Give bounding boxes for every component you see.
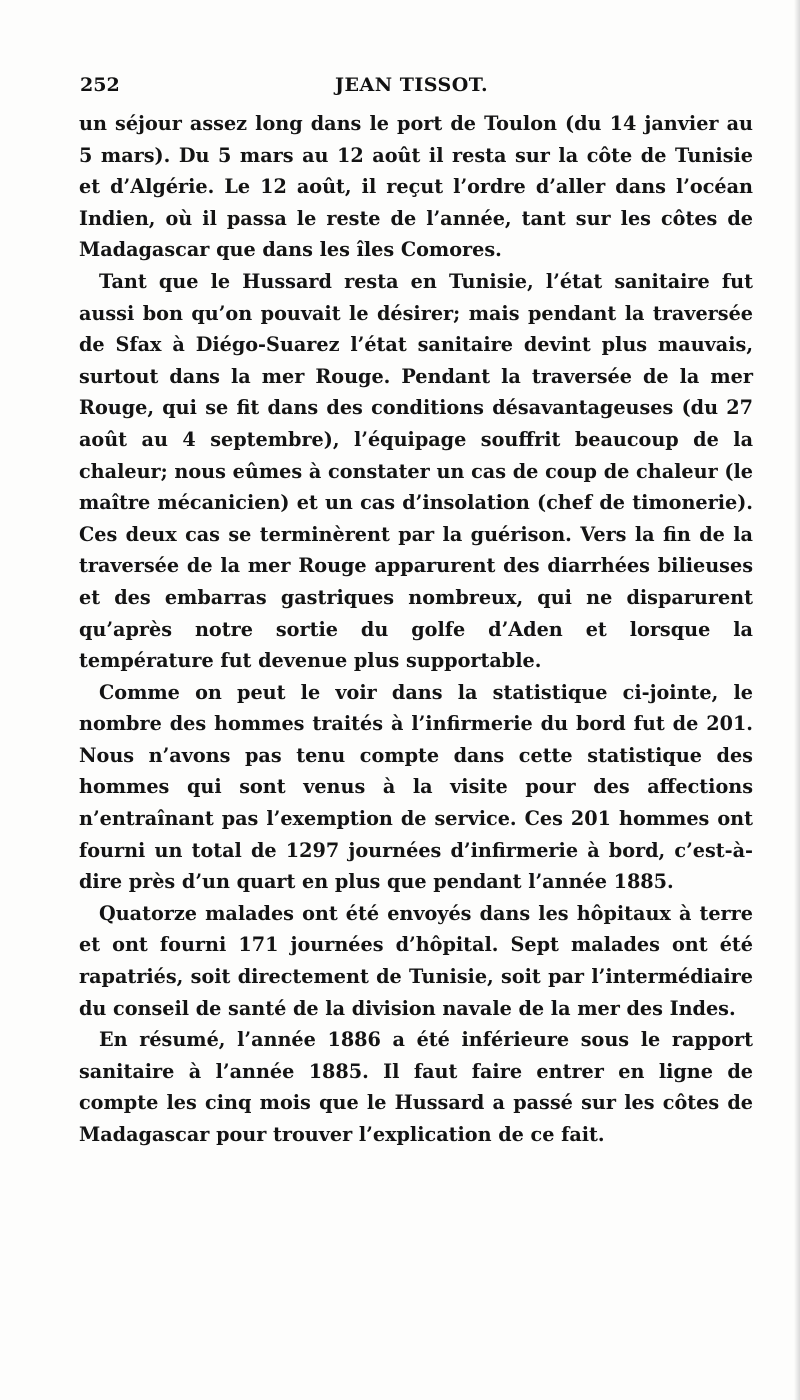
paragraph-2: Tant que le Hussard resta en Tunisie, l’état sanitaire fut aussi bon qu’on pouvait le désirer; mais pendant la traversée de Sfax à Diégo-Suarez l’état sanitaire devint plus mauvais, surtout dans la mer Rouge. Pendant la traversée de la mer Rouge, qui se fit dans des conditions désavantageuses (du 27 août au 4 septembre), l’équipage souffrit beaucoup de la chaleur; nous eûmes à constater un cas de coup de chaleur (le maître mécanicien) et un cas d’insolation (chef de timonerie). Ces deux cas se terminèrent par la guérison. Vers la fin de la traversée de la mer Rouge apparurent des diarrhées bilieuses et des embarras gastriques nombreux, qui ne disparurent qu’après notre sortie du golfe d’Aden et lorsque la température fut devenue plus supportable. bbox=[79, 269, 753, 673]
page-edge-shadow bbox=[794, 0, 800, 1400]
running-head: JEAN TISSOT. bbox=[335, 74, 489, 96]
body-text bbox=[79, 108, 753, 1151]
page-number: 252 bbox=[80, 74, 120, 96]
page-header bbox=[80, 74, 760, 104]
paragraph-5: En résumé, l’année 1886 a été inférieure sous le rapport sanitaire à l’année 1885. Il faut faire entrer en ligne de compte les cinq mois que le Hussard a passé sur les côtes de Madagascar pour trouver l’explication de ce fait. bbox=[79, 1028, 753, 1146]
paragraph-1: un séjour assez long dans le port de Toulon (du 14 janvier au 5 mars). Du 5 mars au 12 août il resta sur la côte de Tunisie et d’Algérie. Le 12 août, il reçut l’ordre d’aller dans l’océan Indien, où il passa le reste de l’année, tant sur les côtes de Madagascar que dans les îles Comores. bbox=[79, 112, 753, 262]
paragraph-4: Quatorze malades ont été envoyés dans les hôpitaux à terre et ont fourni 171 journées d’hôpital. Sept malades ont été rapatriés, soit directement de Tunisie, soit par l’intermédiaire du conseil de santé de la division navale de la mer des Indes. bbox=[79, 901, 753, 1020]
paragraph-3: Comme on peut le voir dans la statistique ci-jointe, le nombre des hommes traités à l’infirmerie du bord fut de 201. Nous n’avons pas tenu compte dans cette statistique des hommes qui sont venus à la visite pour des affections n’entraînant pas l’exemption de service. Ces 201 hommes ont fourni un total de 1297 journées d’infirmerie à bord, c’est-à-dire près d’un quart en plus que pendant l’année 1885. bbox=[79, 680, 753, 894]
